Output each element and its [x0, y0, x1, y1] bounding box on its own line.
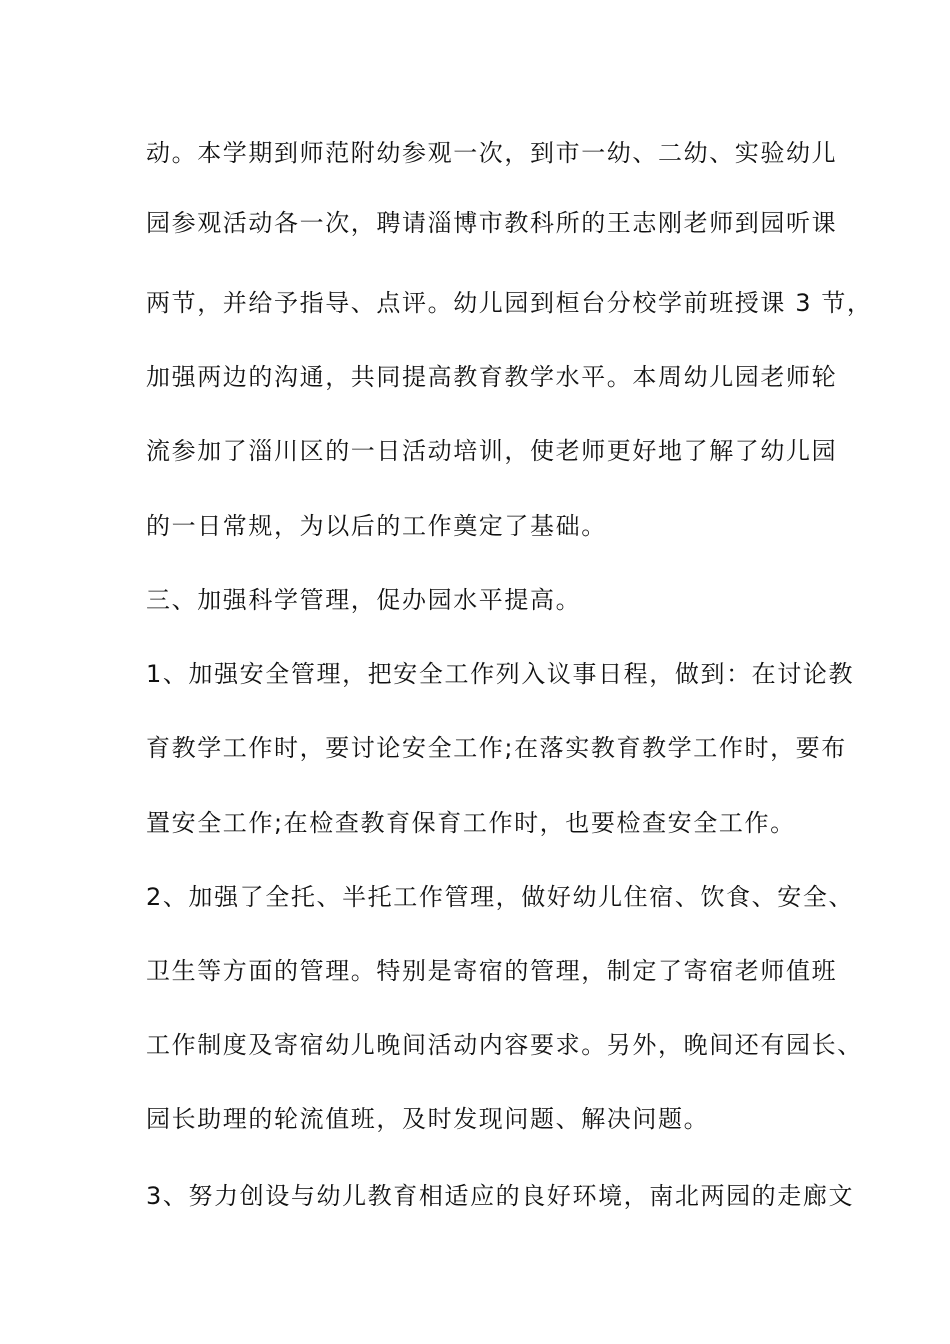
text-line: 的一日常规，为以后的工作奠定了基础。	[146, 512, 607, 540]
text-line: 加强两边的沟通，共同提高教育教学水平。本周幼儿园老师轮	[146, 363, 838, 391]
text-line: 3、努力创设与幼儿教育相适应的良好环境，南北两园的走廊文	[146, 1182, 855, 1210]
text-line: 1、加强安全管理，把安全工作列入议事日程，做到：在讨论教	[146, 660, 855, 688]
text-line: 育教学工作时，要讨论安全工作;在落实教育教学工作时，要布	[146, 734, 847, 762]
text-line: 流参加了淄川区的一日活动培训，使老师更好地了解了幼儿园	[146, 437, 838, 465]
text-line: 2、加强了全托、半托工作管理，做好幼儿住宿、饮食、安全、	[146, 883, 855, 911]
text-line: 工作制度及寄宿幼儿晚间活动内容要求。另外，晚间还有园长、	[146, 1031, 863, 1059]
text-line: 园参观活动各一次，聘请淄博市教科所的王志刚老师到园听课	[146, 209, 838, 237]
text-line: 置安全工作;在检查教育保育工作时，也要检查安全工作。	[146, 809, 796, 837]
text-line: 园长助理的轮流值班，及时发现问题、解决问题。	[146, 1105, 710, 1133]
text-line: 卫生等方面的管理。特别是寄宿的管理，制定了寄宿老师值班	[146, 957, 838, 985]
text-line: 动。本学期到师范附幼参观一次，到市一幼、二幼、实验幼儿	[146, 139, 838, 167]
text-line: 两节，并给予指导、点评。幼儿园到桓台分校学前班授课 3 节，	[146, 289, 873, 317]
section-heading: 三、加强科学管理，促办园水平提高。	[146, 586, 582, 614]
